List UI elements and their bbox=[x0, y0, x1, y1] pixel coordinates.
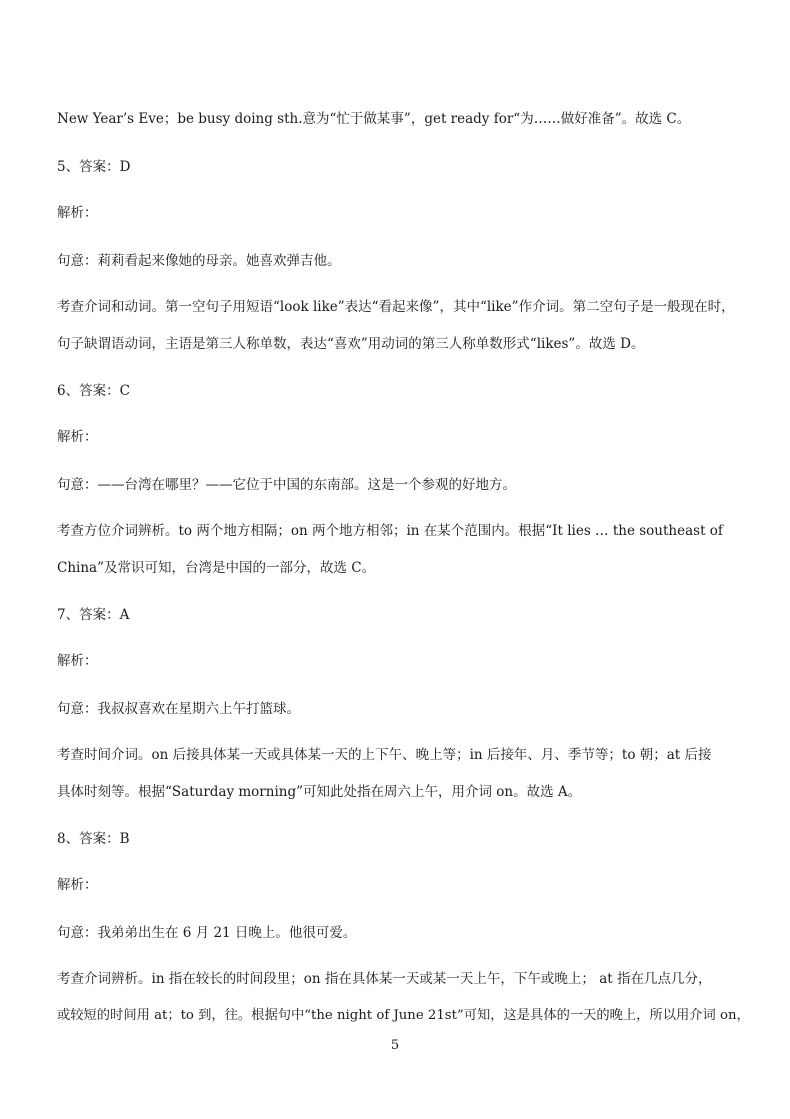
analysis-label: 解析： bbox=[57, 205, 98, 221]
answer-heading: 7、答案：A bbox=[57, 607, 130, 623]
answer-heading: 8、答案：B bbox=[57, 831, 130, 847]
text-line: 考查介词和动词。第一空句子用短语“look like”表达“看起来像”，其中“like”作介词。第二空句子是一般现在时， bbox=[57, 299, 735, 315]
page-number: 5 bbox=[390, 1038, 400, 1053]
text-line: 句意：莉莉看起来像她的母亲。她喜欢弹吉他。 bbox=[57, 253, 341, 269]
text-line: 或较短的时间用 at；to 到，往。根据句中“the night of June 21st”可知，这是具体的一天的晚上，所以用介词 on， bbox=[57, 1008, 750, 1023]
answer-heading: 6、答案：C bbox=[57, 383, 130, 399]
text-line: China”及常识可知，台湾是中国的一部分，故选 C。 bbox=[57, 560, 376, 576]
analysis-label: 解析： bbox=[57, 429, 98, 445]
text-line: 句子缺谓语动词，主语是第三人称单数，表达“喜欢”用动词的第三人称单数形式“likes”。故选 D。 bbox=[57, 336, 645, 352]
analysis-label: 解析： bbox=[57, 653, 98, 669]
text-line: 句意：我叔叔喜欢在星期六上午打篮球。 bbox=[57, 701, 300, 717]
text-line: New Year’s Eve；be busy doing sth.意为“忙于做某事”，get ready for“为……做好准备”。故选 C。 bbox=[57, 111, 691, 127]
text-line: 考查方位介词辨析。to 两个地方相隔；on 两个地方相邻；in 在某个范围内。根据“It lies … the southeast of bbox=[57, 523, 723, 539]
text-line: 句意：——台湾在哪里？——它位于中国的东南部。这是一个参观的好地方。 bbox=[57, 477, 516, 493]
answer-heading: 5、答案：D bbox=[57, 159, 131, 175]
text-line: 具体时刻等。根据“Saturday morning”可知此处指在周六上午，用介词 on。故选 A。 bbox=[57, 784, 582, 800]
analysis-label: 解析： bbox=[57, 877, 98, 893]
text-line: 考查时间介词。on 后接具体某一天或具体某一天的上下午、晚上等；in 后接年、月、季节等；to 朝；at 后接 bbox=[57, 747, 712, 763]
text-line: 句意：我弟弟出生在 6 月 21 日晚上。他很可爱。 bbox=[57, 925, 357, 941]
text-line: 考查介词辨析。in 指在较长的时间段里；on 指在具体某一天或某一天上午，下午或晚上； at 指在几点几分， bbox=[57, 971, 712, 987]
